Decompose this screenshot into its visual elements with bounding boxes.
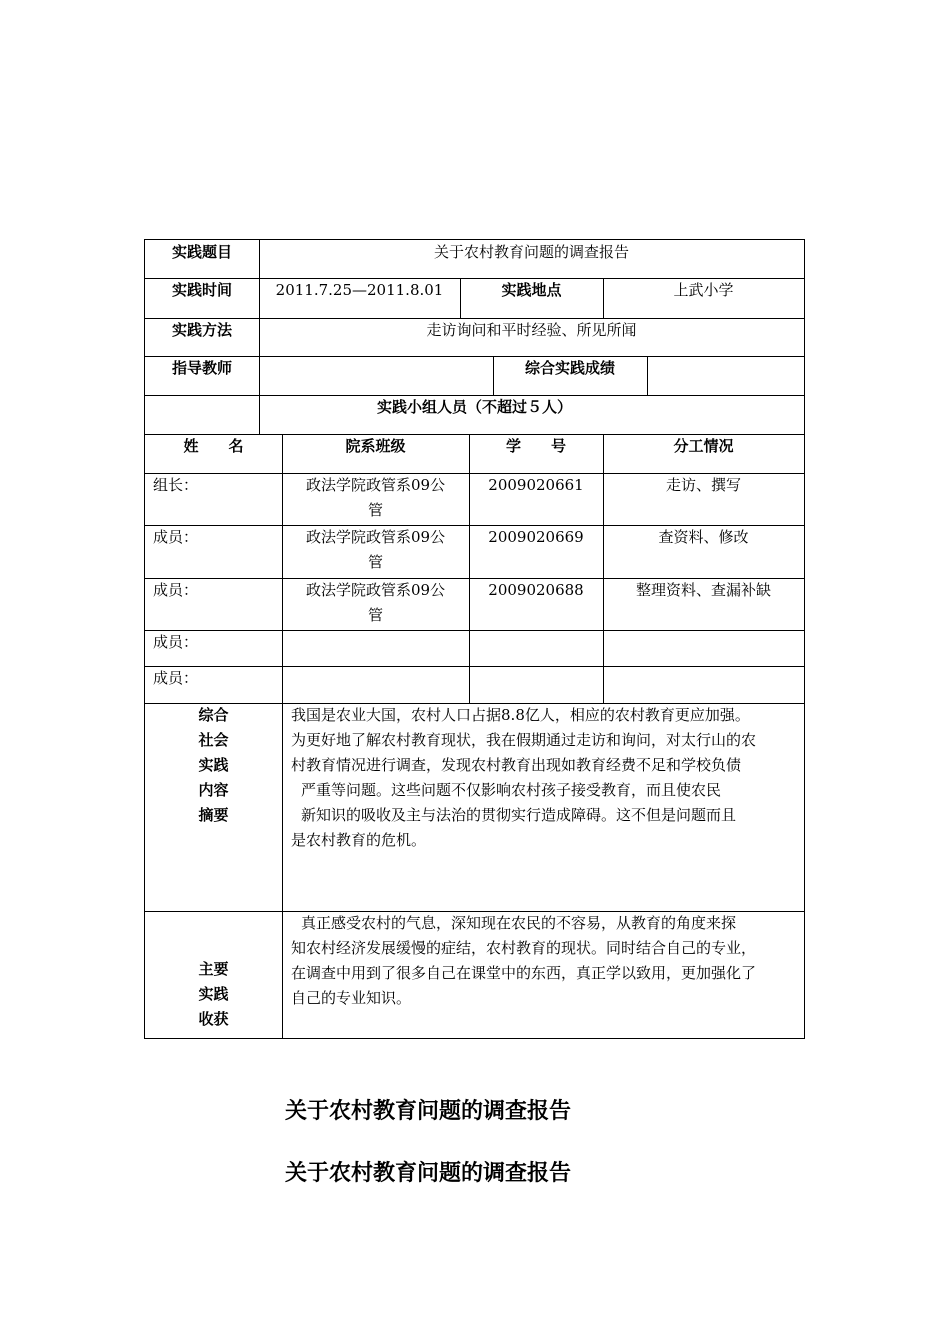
member-dept: 政法学院政管系09公 管 (305, 476, 446, 519)
gain-label: 主要 实践 收获 (198, 960, 229, 1028)
member-dept: 政法学院政管系09公 管 (305, 528, 446, 571)
method-label: 实践方法 (171, 321, 232, 339)
member-role: 组长： (153, 476, 199, 494)
member-task: 查资料、修改 (658, 528, 749, 546)
summary-label: 综合 社会 实践 内容 摘要 (198, 706, 229, 824)
place-value: 上武小学 (673, 281, 734, 299)
member-id: 2009020661 (488, 476, 584, 494)
col-header-task: 分工情况 (673, 437, 734, 455)
summary-content: 我国是农业大国，农村人口占据8.8亿人，相应的农村教育更应加强。 为更好地了解农村教育现状，我在假期通过走访和询问，对太行山的农 村教育情况进行调查，发现农村教育出现如教育经费不足和学校负债 严重等问题。这些问题不仅影响农村孩子接受教育，而且使农民 新知识的吸收及主与法治的贯彻实行造成障碍。这不但是问题而且 是农村教育的危机。 (291, 706, 757, 849)
member-task: 走访、撰写 (665, 476, 741, 494)
member-role: 成员： (153, 528, 199, 546)
topic-value: 关于农村教育问题的调查报告 (433, 243, 629, 261)
teacher-value (259, 356, 493, 395)
report-title: 关于农村教育问题的调查报告 (285, 1161, 572, 1186)
gain-content: 真正感受农村的气息，深知现在农民的不容易，从教育的角度来探 知农村经济发展缓慢的症结，农村教育的现状。同时结合自己的专业， 在调查中用到了很多自己在课堂中的东西，真正学以致用，更加强化了 自己的专业知识。 (291, 914, 757, 1007)
col-header-dept: 院系班级 (345, 437, 406, 455)
time-label: 实践时间 (171, 281, 232, 299)
member-dept: 政法学院政管系09公 管 (305, 581, 446, 624)
place-label: 实践地点 (501, 281, 562, 299)
grade-label: 综合实践成绩 (524, 359, 615, 377)
practice-form-table (144, 239, 805, 1039)
col-divider (282, 703, 283, 1039)
member-id: 2009020688 (488, 581, 584, 599)
member-role: 成员： (153, 633, 199, 651)
teacher-label: 指导教师 (171, 359, 232, 377)
group-header: 实践小组人员（不超过５人） (376, 398, 572, 416)
col-header-name: 姓 名 (183, 437, 244, 455)
time-value: 2011.7.25—2011.8.01 (275, 281, 444, 299)
grade-value (647, 356, 804, 395)
member-task: 整理资料、查漏补缺 (635, 581, 771, 599)
col-header-id: 学 号 (505, 437, 566, 455)
member-role: 成员： (153, 581, 199, 599)
topic-label: 实践题目 (171, 243, 232, 261)
member-role: 成员： (153, 669, 199, 687)
report-title: 关于农村教育问题的调查报告 (285, 1099, 572, 1124)
member-id: 2009020669 (488, 528, 584, 546)
method-value: 走访询问和平时经验、所见所闻 (426, 321, 637, 339)
